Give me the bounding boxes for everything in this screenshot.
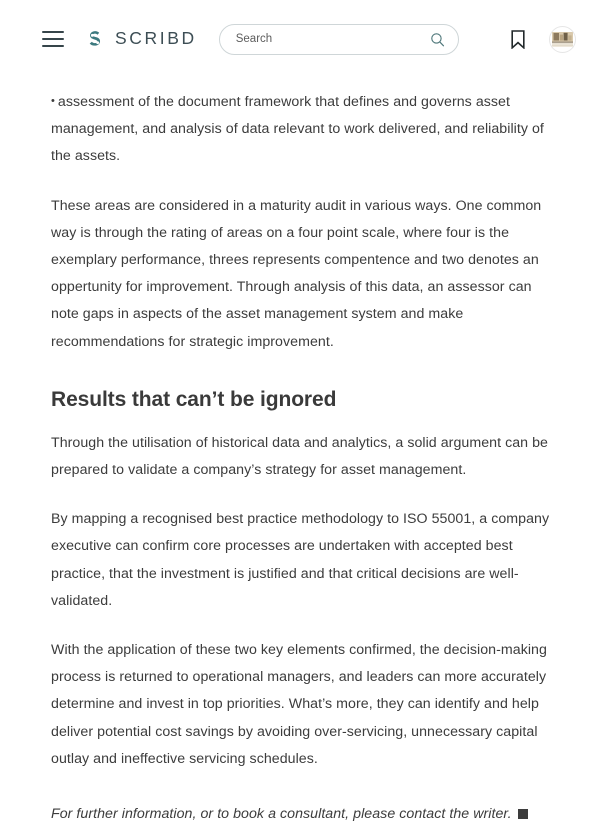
search-icon[interactable] — [430, 31, 446, 47]
bullet-paragraph — [51, 88, 560, 171]
hamburger-bar — [42, 45, 64, 47]
scribd-s-logo-icon — [84, 28, 106, 50]
avatar[interactable] — [549, 26, 576, 53]
paragraph: By mapping a recognised best practice methodology to ISO 55001, a company executive can confirm core processes are undertaken with accepted best practice, that the investment is justified and that critical decisions are well-validated. — [51, 511, 550, 609]
closing-note — [51, 801, 560, 828]
search-input[interactable] — [236, 25, 430, 54]
paragraph: Through the utilisation of historical data and analytics, a solid argument can be prepared to validate a company’s strategy for asset management. — [51, 434, 548, 479]
site-header — [0, 0, 612, 78]
paragraph: With the application of these two key elements confirmed, the decision-making process is returned to operational managers, and leaders can more accurately determine and invest in top priorities. What’s more, they can identify and help deliver potential cost savings by avoiding over-servicing, unnecessary capital outlay and ineffective servicing schedules. — [51, 642, 547, 767]
scribd-wordmark: SCRIBD — [115, 28, 197, 49]
hamburger-bar — [42, 31, 64, 33]
bullet-paragraph-text: assessment of the document framework that defines and governs asset management, and analysis of data relevant to work delivered, and reliability of the assets. — [51, 94, 544, 165]
paragraph: These areas are considered in a maturity audit in various ways. One common way is through the rating of areas on a four point scale, where four is the exemplary performance, threes represents compentence and two denotes an oppertunity for improvement. Through analysis of this data, an assessor can note gaps in aspects of the asset management system and make recommendations for strategic improvement. — [51, 197, 542, 350]
document-page — [0, 78, 612, 828]
search-magnifier-glyph — [430, 32, 445, 47]
section-heading: Results that can’t be ignored — [51, 387, 337, 411]
end-mark-icon — [518, 809, 528, 819]
hamburger-bar — [42, 38, 64, 40]
hamburger-menu-icon[interactable] — [42, 31, 64, 47]
bullet-marker: • — [51, 95, 55, 107]
clipped-previous-line — [51, 78, 560, 85]
user-avatar-thumbnail — [552, 32, 573, 47]
closing-note-text: For further information, or to book a consultant, please contact the writer. — [51, 806, 512, 823]
scribd-brand-logo[interactable] — [84, 28, 197, 50]
search-box[interactable] — [219, 24, 459, 55]
bookmark-glyph — [511, 30, 525, 49]
bookmark-icon[interactable] — [507, 28, 529, 50]
